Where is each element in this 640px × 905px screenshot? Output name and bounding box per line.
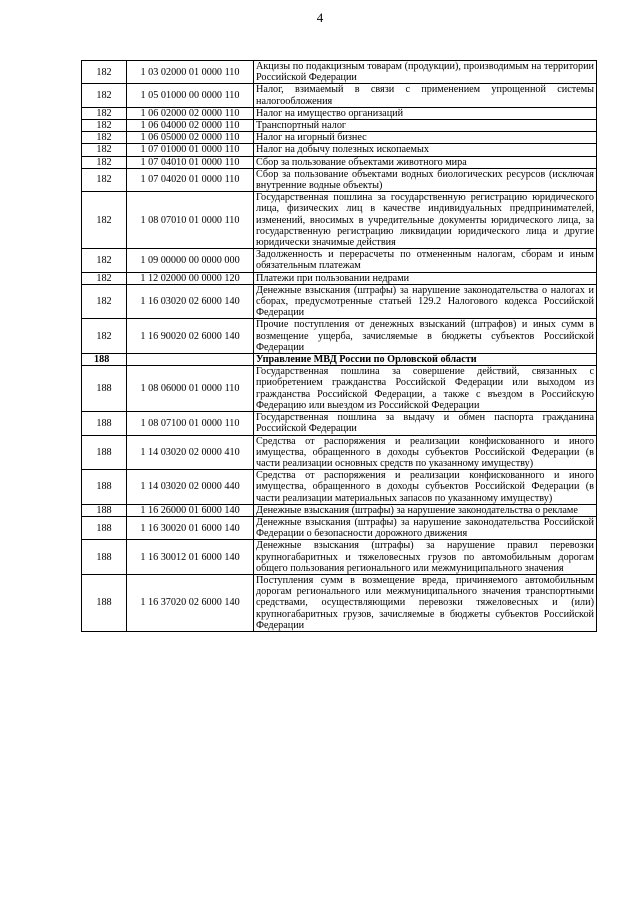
kbk-code-cell: 1 07 04010 01 0000 110 bbox=[127, 156, 254, 168]
description-cell: Транспортный налог bbox=[254, 120, 597, 132]
admin-code-cell: 182 bbox=[82, 120, 127, 132]
admin-code-cell: 182 bbox=[82, 272, 127, 284]
table-row bbox=[82, 61, 597, 84]
table-row bbox=[82, 366, 597, 412]
table-row bbox=[82, 319, 597, 354]
page-number: 4 bbox=[316, 10, 324, 25]
kbk-code-cell: 1 08 06000 01 0000 110 bbox=[127, 366, 254, 412]
table-body bbox=[82, 61, 597, 632]
kbk-code-cell: 1 03 02000 01 0000 110 bbox=[127, 61, 254, 84]
revenue-codes-table bbox=[81, 60, 597, 632]
kbk-code-cell: 1 08 07010 01 0000 110 bbox=[127, 192, 254, 249]
table-row bbox=[82, 412, 597, 435]
table-row bbox=[82, 249, 597, 272]
description-cell: Управление МВД России по Орловской области bbox=[254, 354, 597, 366]
admin-code-cell: 188 bbox=[82, 412, 127, 435]
admin-code-cell: 188 bbox=[82, 366, 127, 412]
admin-code-cell: 182 bbox=[82, 156, 127, 168]
table-row bbox=[82, 144, 597, 156]
table-row bbox=[82, 516, 597, 539]
description-cell: Денежные взыскания (штрафы) за нарушение правил перевозки крупногабаритных и тяжеловесных грузов по автомобильным дорогам общего пользования регионального или межмуниципального значения bbox=[254, 540, 597, 575]
table-row bbox=[82, 132, 597, 144]
table-row bbox=[82, 156, 597, 168]
table-row bbox=[82, 504, 597, 516]
description-cell: Налог, взимаемый в связи с применением упрощенной системы налогообложения bbox=[254, 84, 597, 107]
description-cell: Государственная пошлина за государственную регистрацию юридического лица, физических лиц в качестве индивидуальных предпринимателей, изменений, вносимых в учредительные документы юридического лица, за государственную регистрацию ликвидации юридического лица и другие юридически значимые действия bbox=[254, 192, 597, 249]
kbk-code-cell: 1 16 90020 02 6000 140 bbox=[127, 319, 254, 354]
table-row bbox=[82, 107, 597, 119]
admin-code-cell: 182 bbox=[82, 319, 127, 354]
kbk-code-cell: 1 05 01000 00 0000 110 bbox=[127, 84, 254, 107]
kbk-code-cell: 1 06 02000 02 0000 110 bbox=[127, 107, 254, 119]
kbk-code-cell: 1 14 03020 02 0000 440 bbox=[127, 470, 254, 505]
admin-code-cell: 182 bbox=[82, 192, 127, 249]
description-cell: Сбор за пользование объектами водных биологических ресурсов (исключая внутренние водные объекты) bbox=[254, 168, 597, 191]
table-row bbox=[82, 435, 597, 470]
kbk-code-cell bbox=[127, 354, 254, 366]
description-cell: Средства от распоряжения и реализации конфискованного и иного имущества, обращенного в доходы субъектов Российской Федерации (в части реализации материальных запасов по указанному имуществу) bbox=[254, 470, 597, 505]
description-cell: Прочие поступления от денежных взысканий (штрафов) и иных сумм в возмещение ущерба, зачисляемые в бюджеты субъектов Российской Федерации bbox=[254, 319, 597, 354]
admin-code-cell: 182 bbox=[82, 168, 127, 191]
table-row bbox=[82, 284, 597, 319]
table-row bbox=[82, 574, 597, 631]
table-row bbox=[82, 84, 597, 107]
kbk-code-cell: 1 14 03020 02 0000 410 bbox=[127, 435, 254, 470]
table-row bbox=[82, 470, 597, 505]
admin-code-cell: 188 bbox=[82, 470, 127, 505]
kbk-code-cell: 1 07 01000 01 0000 110 bbox=[127, 144, 254, 156]
description-cell: Средства от распоряжения и реализации конфискованного и иного имущества, обращенного в доходы субъектов Российской Федерации (в части реализации основных средств по указанному имуществу) bbox=[254, 435, 597, 470]
kbk-code-cell: 1 16 30020 01 6000 140 bbox=[127, 516, 254, 539]
admin-code-cell: 188 bbox=[82, 540, 127, 575]
kbk-code-cell: 1 16 26000 01 6000 140 bbox=[127, 504, 254, 516]
table-row bbox=[82, 540, 597, 575]
admin-code-cell: 188 bbox=[82, 574, 127, 631]
table-row bbox=[82, 192, 597, 249]
kbk-code-cell: 1 16 30012 01 6000 140 bbox=[127, 540, 254, 575]
description-cell: Налог на добычу полезных ископаемых bbox=[254, 144, 597, 156]
admin-code-cell: 188 bbox=[82, 516, 127, 539]
admin-code-cell: 182 bbox=[82, 84, 127, 107]
kbk-code-cell: 1 12 02000 00 0000 120 bbox=[127, 272, 254, 284]
description-cell: Денежные взыскания (штрафы) за нарушение законодательства о налогах и сборах, предусмотренные статьей 129.2 Налогового кодекса Российской Федерации bbox=[254, 284, 597, 319]
admin-code-cell: 182 bbox=[82, 107, 127, 119]
admin-code-cell: 188 bbox=[82, 504, 127, 516]
description-cell: Государственная пошлина за выдачу и обмен паспорта гражданина Российской Федерации bbox=[254, 412, 597, 435]
description-cell: Государственная пошлина за совершение действий, связанных с приобретением гражданства Российской Федерации или выходом из гражданства Российской Федерации, а также с въездом в Российскую Федерацию или выездом из Российской Федерации bbox=[254, 366, 597, 412]
description-cell: Налог на имущество организаций bbox=[254, 107, 597, 119]
description-cell: Денежные взыскания (штрафы) за нарушение законодательства Российской Федерации о безопасности дорожного движения bbox=[254, 516, 597, 539]
admin-code-cell: 182 bbox=[82, 249, 127, 272]
kbk-code-cell: 1 08 07100 01 0000 110 bbox=[127, 412, 254, 435]
admin-code-cell: 182 bbox=[82, 61, 127, 84]
description-cell: Акцизы по подакцизным товарам (продукции), производимым на территории Российской Федерации bbox=[254, 61, 597, 84]
kbk-code-cell: 1 09 00000 00 0000 000 bbox=[127, 249, 254, 272]
description-cell: Сбор за пользование объектами животного мира bbox=[254, 156, 597, 168]
kbk-code-cell: 1 16 37020 02 6000 140 bbox=[127, 574, 254, 631]
description-cell: Поступления сумм в возмещение вреда, причиняемого автомобильным дорогам регионального или межмуниципального значения транспортными средствами, осуществляющими перевозки тяжеловесных и (или) крупногабаритных грузов, зачисляемые в бюджеты субъектов Российской Федерации bbox=[254, 574, 597, 631]
kbk-code-cell: 1 07 04020 01 0000 110 bbox=[127, 168, 254, 191]
table-row bbox=[82, 272, 597, 284]
kbk-code-cell: 1 06 05000 02 0000 110 bbox=[127, 132, 254, 144]
admin-code-cell: 188 bbox=[82, 354, 127, 366]
description-cell: Налог на игорный бизнес bbox=[254, 132, 597, 144]
table-row bbox=[82, 120, 597, 132]
admin-code-cell: 182 bbox=[82, 144, 127, 156]
kbk-code-cell: 1 06 04000 02 0000 110 bbox=[127, 120, 254, 132]
description-cell: Денежные взыскания (штрафы) за нарушение законодательства о рекламе bbox=[254, 504, 597, 516]
description-cell: Платежи при пользовании недрами bbox=[254, 272, 597, 284]
admin-code-cell: 182 bbox=[82, 284, 127, 319]
admin-code-cell: 188 bbox=[82, 435, 127, 470]
section-header-row bbox=[82, 354, 597, 366]
admin-code-cell: 182 bbox=[82, 132, 127, 144]
description-cell: Задолженность и перерасчеты по отмененным налогам, сборам и иным обязательным платежам bbox=[254, 249, 597, 272]
table-row bbox=[82, 168, 597, 191]
kbk-code-cell: 1 16 03020 02 6000 140 bbox=[127, 284, 254, 319]
